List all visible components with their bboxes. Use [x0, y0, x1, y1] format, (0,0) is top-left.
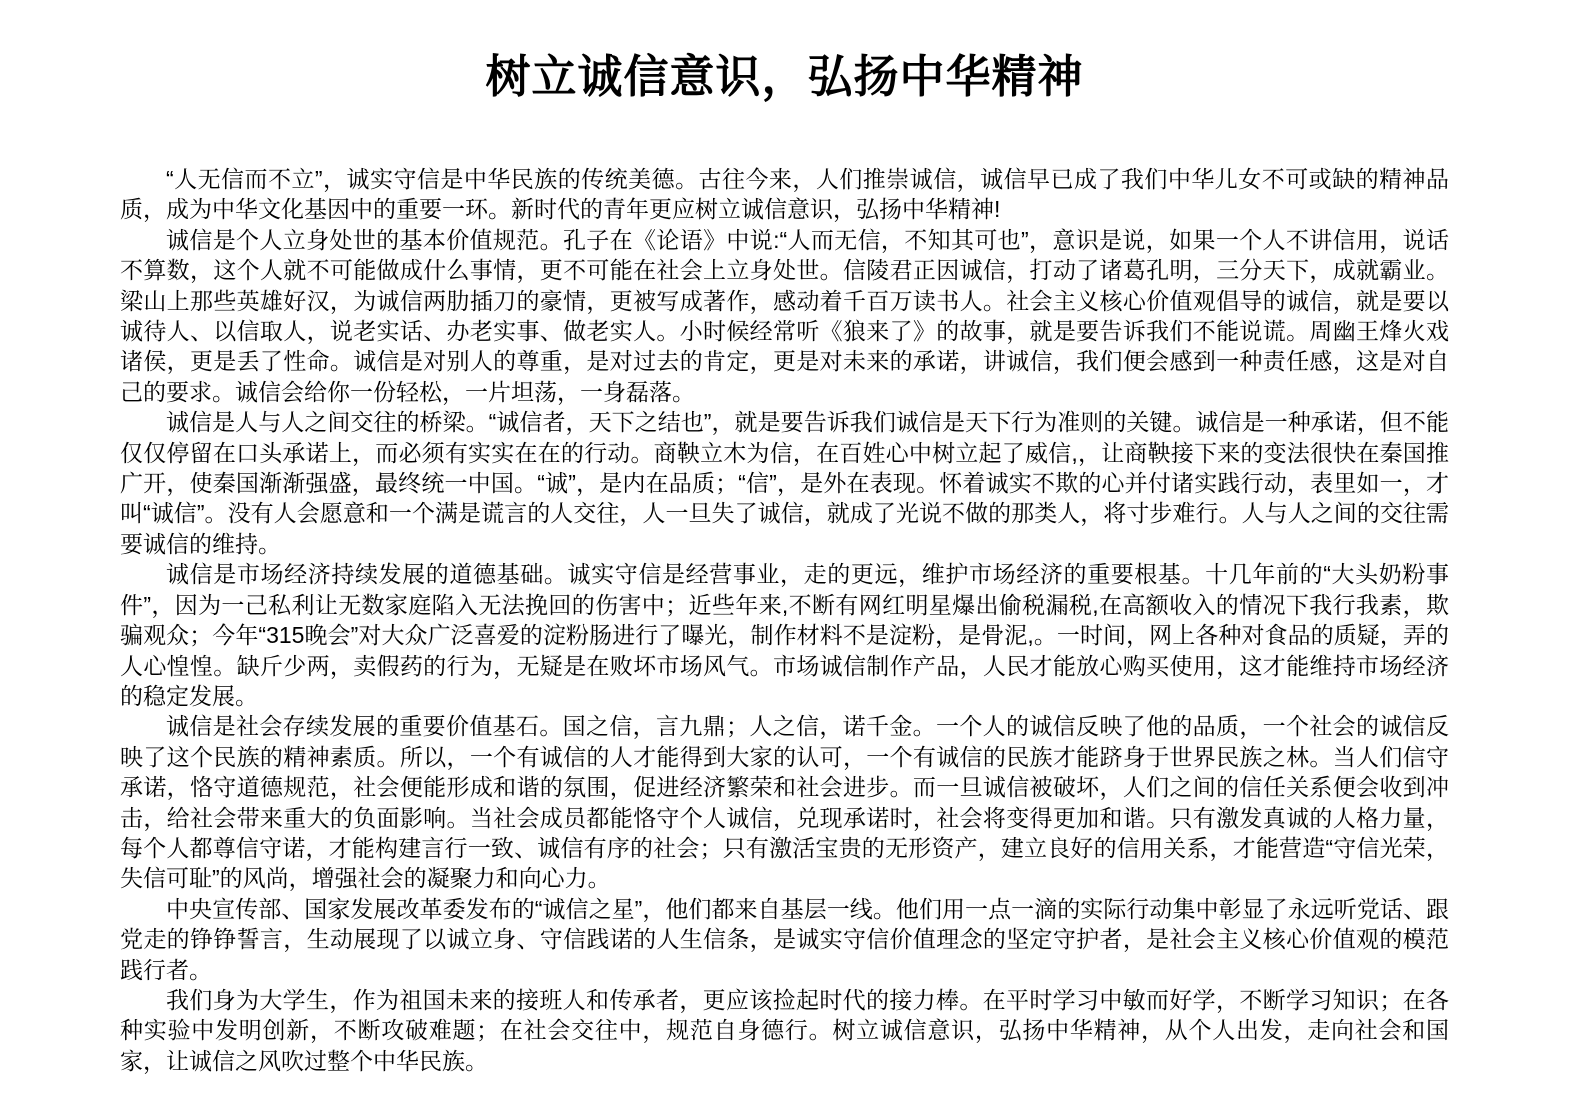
- paragraph: “人无信而不立”，诚实守信是中华民族的传统美德。古往今来，人们推崇诚信，诚信早已成了我们中华儿女不可或缺的精神品质，成为中华文化基因中的重要一环。新时代的青年更应树立诚信意识，弘扬中华精神!: [120, 166, 1449, 223]
- paragraph: 诚信是社会存续发展的重要价值基石。国之信，言九鼎；人之信，诺千金。一个人的诚信反映了他的品质，一个社会的诚信反映了这个民族的精神素质。所以，一个有诚信的人才能得到大家的认可，一个有诚信的民族才能跻身于世界民族之林。当人们信守承诺，恪守道德规范，社会便能形成和谐的氛围，促进经济繁荣和社会进步。而一旦诚信被破坏，人们之间的信任关系便会收到冲击，给社会带来重大的负面影响。当社会成员都能恪守个人诚信，兑现承诺时，社会将变得更加和谐。只有激发真诚的人格力量，每个人都尊信守诺，才能构建言行一致、诚信有序的社会；只有激活宝贵的无形资产，建立良好的信用关系，才能营造“守信光荣，失信可耻”的风尚，增强社会的凝聚力和向心力。: [120, 713, 1449, 892]
- paragraph: 诚信是个人立身处世的基本价值规范。孔子在《论语》中说:“人而无信，不知其可也”，意识是说，如果一个人不讲信用，说话不算数，这个人就不可能做成什么事情，更不可能在社会上立身处世。信陵君正因诚信，打动了诸葛孔明，三分天下，成就霸业。梁山上那些英雄好汉，为诚信两肋插刀的豪情，更被写成著作，感动着千百万读书人。社会主义核心价值观倡导的诚信，就是要以诚待人、以信取人，说老实话、办老实事、做老实人。小时候经常听《狼来了》的故事，就是要告诉我们不能说谎。周幽王烽火戏诸侯，更是丢了性命。诚信是对别人的尊重，是对过去的肯定，更是对未来的承诺，讲诚信，我们便会感到一种责任感，这是对自己的要求。诚信会给你一份轻松，一片坦荡，一身磊落。: [120, 226, 1449, 405]
- paragraph: 诚信是人与人之间交往的桥梁。“诚信者，天下之结也”，就是要告诉我们诚信是天下行为准则的关键。诚信是一种承诺，但不能仅仅停留在口头承诺上，而必须有实实在在的行动。商鞅立木为信，在百姓心中树立起了威信,，让商鞅接下来的变法很快在秦国推广开，使秦国渐渐强盛，最终统一中国。“诚”，是内在品质；“信”，是外在表现。怀着诚实不欺的心并付诸实践行动，表里如一，才叫“诚信”。没有人会愿意和一个满是谎言的人交往，人一旦失了诚信，就成了光说不做的那类人，将寸步难行。人与人之间的交往需要诚信的维持。: [120, 409, 1449, 557]
- paragraph: 中央宣传部、国家发展改革委发布的“诚信之星”，他们都来自基层一线。他们用一点一滴的实际行动集中彰显了永远听党话、跟党走的铮铮誓言，生动展现了以诚立身、守信践诺的人生信条，是诚实守信价值理念的坚定守护者，是社会主义核心价值观的模范践行者。: [120, 895, 1449, 983]
- paragraph: 我们身为大学生，作为祖国未来的接班人和传承者，更应该捡起时代的接力棒。在平时学习中敏而好学，不断学习知识；在各种实验中发明创新，不断攻破难题；在社会交往中，规范自身德行。树立诚信意识，弘扬中华精神，从个人出发，走向社会和国家，让诚信之风吹过整个中华民族。: [120, 986, 1449, 1074]
- document-body: [120, 164, 1449, 1076]
- paragraph: 诚信是市场经济持续发展的道德基础。诚实守信是经营事业，走的更远，维护市场经济的重要根基。十几年前的“大头奶粉事件”，因为一己私利让无数家庭陷入无法挽回的伤害中；近些年来,不断有网红明星爆出偷税漏税,在高额收入的情况下我行我素，欺骗观众；今年“315晚会”对大众广泛喜爱的淀粉肠进行了曝光，制作材料不是淀粉，是骨泥,。一时间，网上各种对食品的质疑，弄的人心惶惶。缺斤少两，卖假药的行为，无疑是在败坏市场风气。市场诚信制作产品，人民才能放心购买使用，这才能维持市场经济的稳定发展。: [120, 561, 1449, 709]
- document-title: 树立诚信意识，弘扬中华精神: [485, 52, 1084, 102]
